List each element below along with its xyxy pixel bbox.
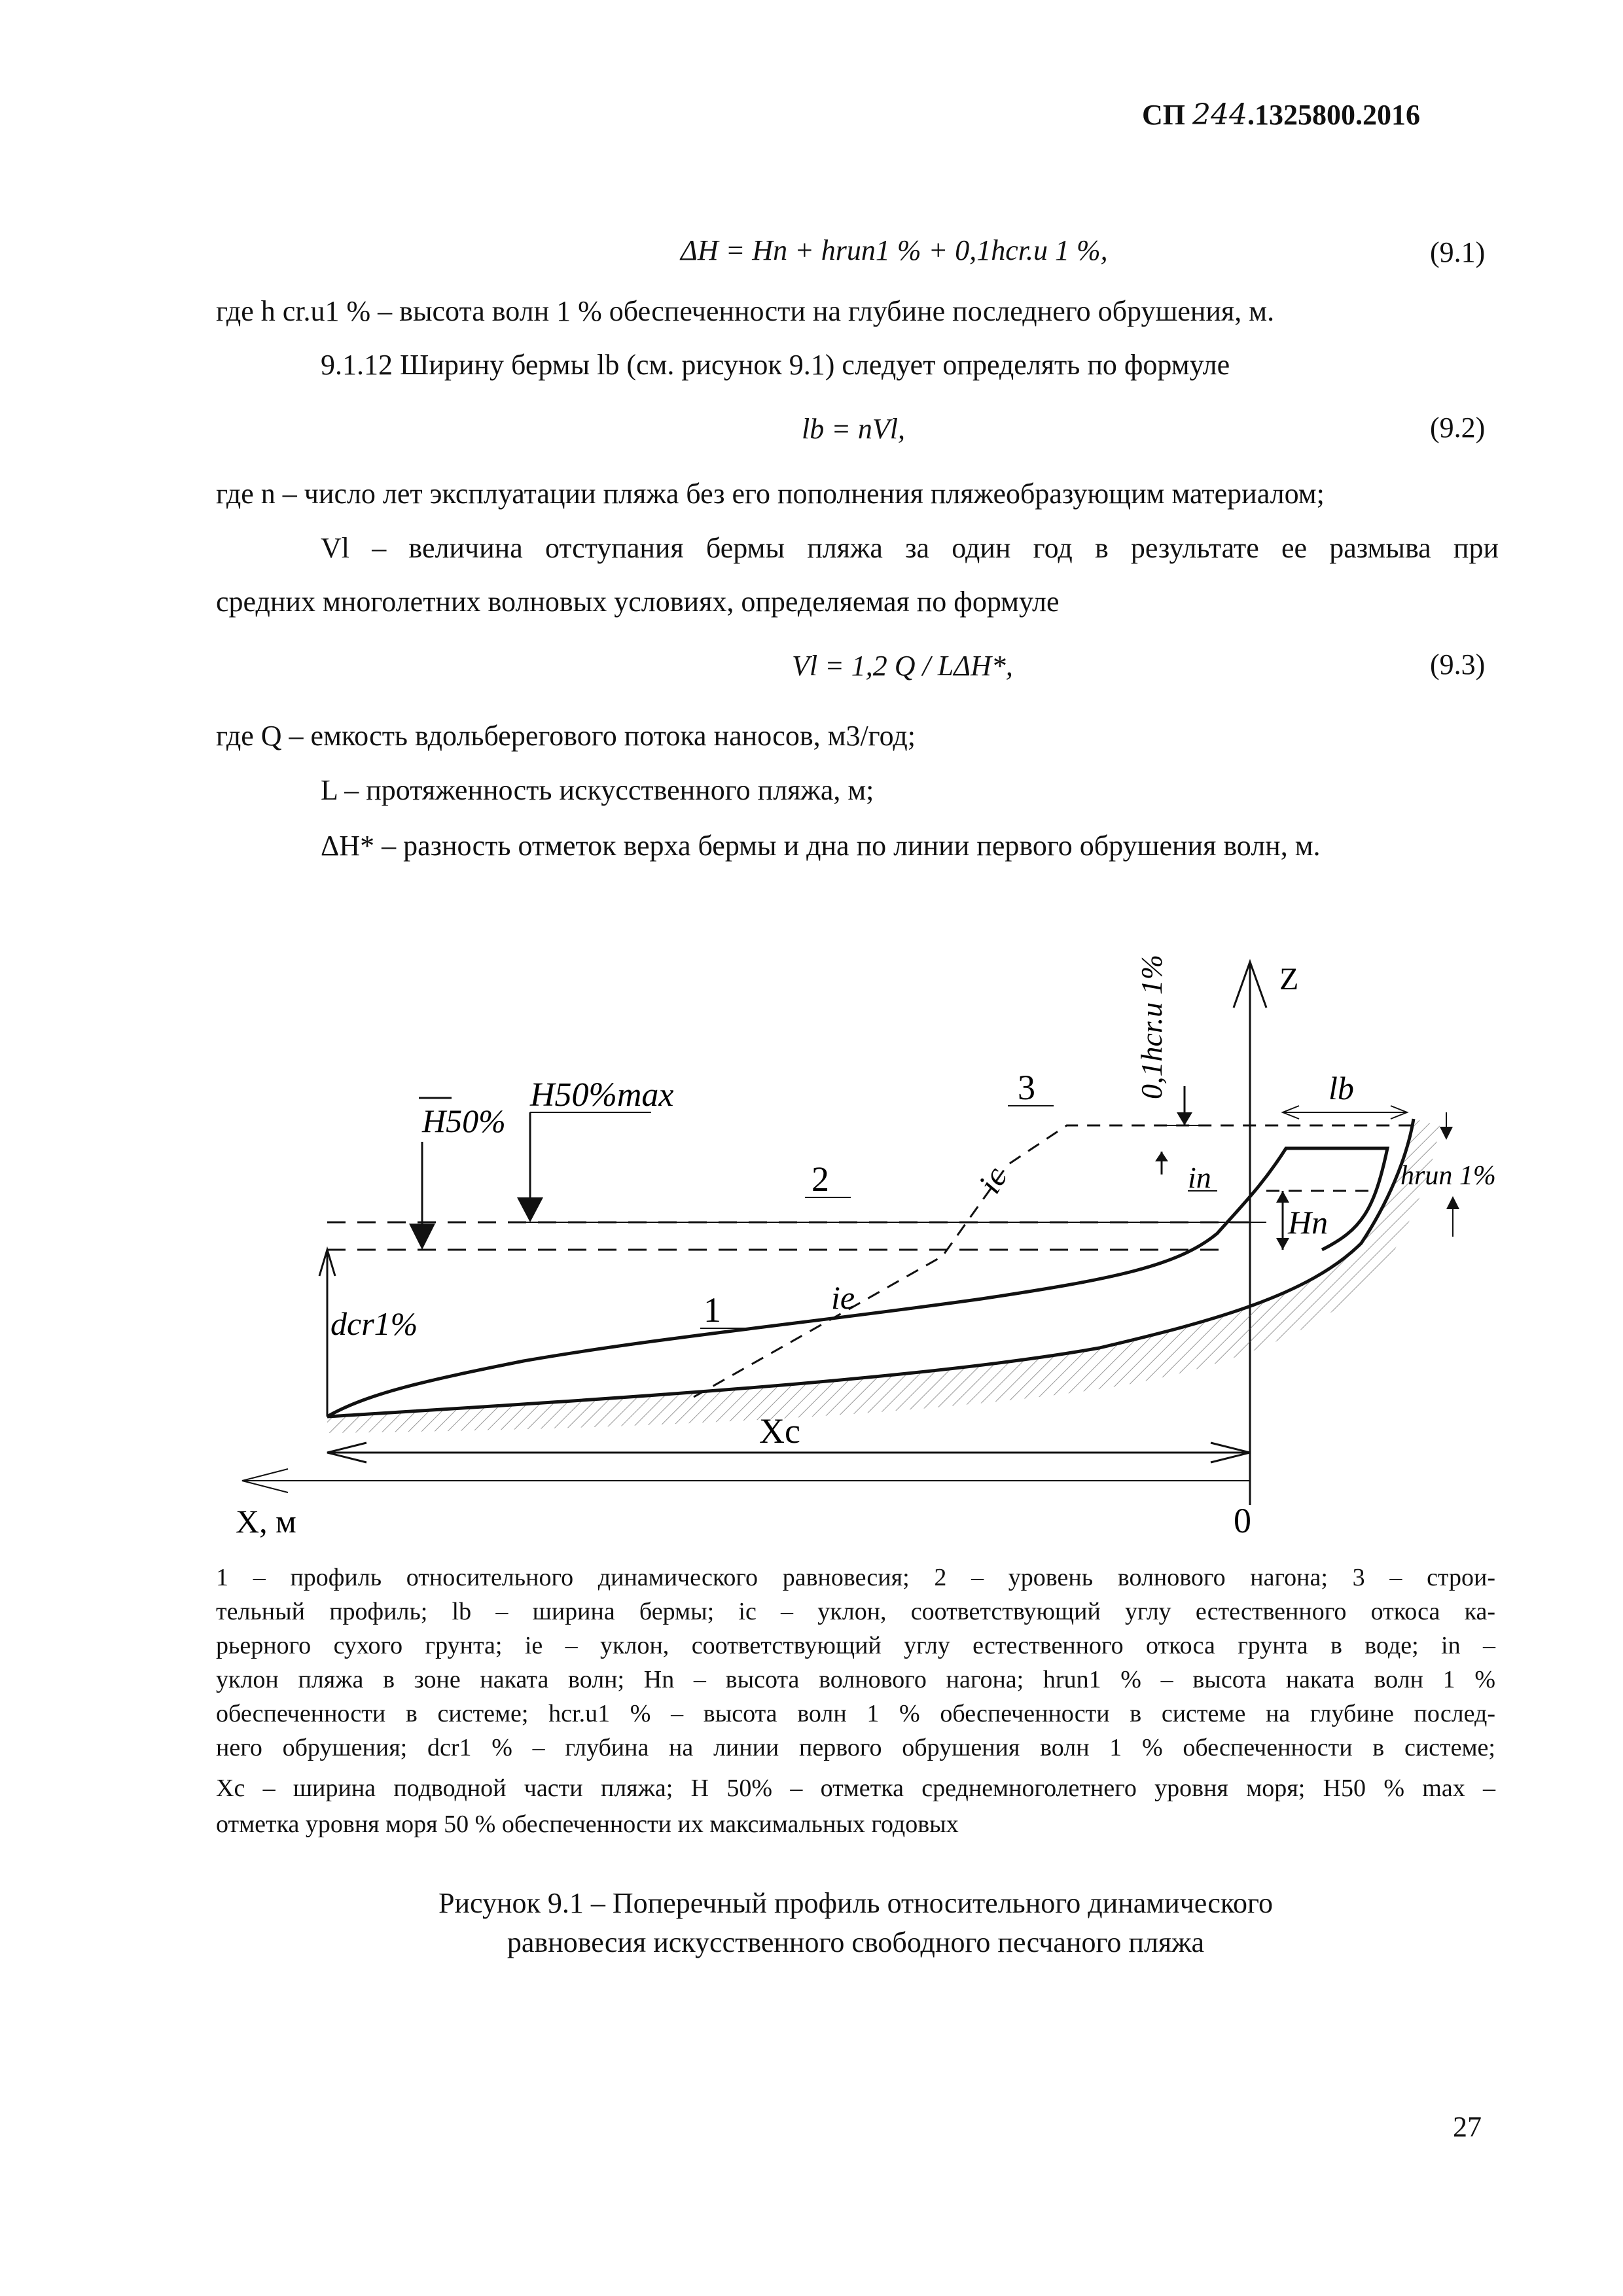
- lb-label: lb: [1329, 1070, 1354, 1106]
- beach-profile-figure: [0, 903, 1623, 1551]
- ie-label: ie: [831, 1279, 855, 1316]
- lb-dimension: [1283, 1106, 1407, 1119]
- caption-line-8: отметка уровня моря 50 % обеспеченности их максимальных годовых: [216, 1810, 959, 1838]
- in-label: in: [1188, 1161, 1211, 1194]
- where-q-line: где Q – емкость вдольберегового потока наносов, м3/год;: [216, 720, 916, 752]
- dcr-label: dcr1%: [330, 1305, 418, 1342]
- caption-line-5: обеспеченности в системе; hcr.u1 % – высота волн 1 % обеспеченности в системе на глубине послед-: [216, 1700, 1495, 1727]
- where-h-line: где h cr.u1 % – высота волн 1 % обеспеченности на глубине последнего обрушения, м.: [216, 295, 1275, 327]
- x-axis-arrow: [242, 1469, 1250, 1492]
- h50max-label: H50%max: [530, 1076, 674, 1114]
- label-1: 1: [704, 1290, 721, 1330]
- header-suffix: .1325800.2016: [1247, 99, 1420, 131]
- equation-9-1-number: (9.1): [1430, 236, 1486, 268]
- equation-9-2-number: (9.2): [1430, 412, 1486, 444]
- equation-9-1: ΔH = Hn + hrun1 % + 0,1hcr.u 1 %,: [681, 234, 1108, 266]
- 01h-label: 0,1hcr.u 1%: [1135, 954, 1168, 1099]
- page-number: 27: [1453, 2111, 1482, 2143]
- caption-line-3: рьерного сухого грунта; ie – уклон, соответствующий углу естественного откоса грунта в воде; in –: [216, 1632, 1495, 1659]
- vl-line-1: Vl – величина отступания бермы пляжа за один год в результате ее размыва при: [321, 532, 1499, 564]
- figure-title-line-1: Рисунок 9.1 – Поперечный профиль относительного динамического: [438, 1887, 1273, 1919]
- caption-line-4: уклон пляжа в зоне наката волн; Hn – высота волнового нагона; hrun1 % – высота наката волн 1 %: [216, 1666, 1495, 1693]
- h50max-marker: [517, 1112, 651, 1222]
- 01h-dimension: [1165, 1086, 1204, 1125]
- label-2: 2: [812, 1159, 829, 1199]
- equation-9-3-number: (9.3): [1430, 648, 1486, 680]
- hn-label: Hn: [1288, 1204, 1329, 1241]
- xc-label: Xc: [759, 1411, 800, 1451]
- ic-label: ic: [971, 1160, 1014, 1199]
- equilibrium-profile-1: [327, 1148, 1387, 1417]
- origin-label: 0: [1234, 1501, 1251, 1540]
- x-axis-label: X, м: [236, 1503, 296, 1540]
- vl-line-2: средних многолетних волновых условиях, определяемая по формуле: [216, 586, 1060, 618]
- header-prefix: СП: [1142, 99, 1185, 131]
- document-header: [1142, 98, 1420, 132]
- figure-title-line-2: равновесия искусственного свободного песчаного пляжа: [507, 1926, 1205, 1958]
- hrun-label: hrun 1%: [1400, 1161, 1496, 1191]
- equation-9-2: lb = nVl,: [802, 413, 906, 445]
- z-axis: [1234, 962, 1266, 1505]
- hn-dimension: [1276, 1191, 1289, 1250]
- delta-h-line: ΔH* – разность отметок верха бермы и дна по линии первого обрушения волн, м.: [321, 830, 1321, 862]
- caption-line-1: 1 – профиль относительного динамического равновесия; 2 – уровень волнового нагона; 3 – строи-: [216, 1564, 1495, 1591]
- h50-label: H50%: [422, 1103, 506, 1139]
- caption-line-7: Xc – ширина подводной части пляжа; H 50% – отметка среднемноголетнего уровня моря; H50 % max –: [216, 1775, 1495, 1802]
- header-hand-number: 244: [1192, 98, 1247, 132]
- where-n-line: где n – число лет эксплуатации пляжа без его пополнения пляжеобразующим материалом;: [216, 478, 1325, 510]
- paragraph-9-1-12: 9.1.12 Ширину бермы lb (см. рисунок 9.1) следует определять по формуле: [321, 349, 1230, 381]
- caption-line-6: него обрушения; dcr1 % – глубина на линии первого обрушения волн 1 % обеспеченности в системе;: [216, 1734, 1495, 1761]
- label-3: 3: [1018, 1068, 1035, 1107]
- equation-9-3: Vl = 1,2 Q / LΔH*,: [792, 650, 1013, 682]
- caption-line-2: тельный профиль; lb – ширина бермы; ic – уклон, соответствующий углу естественного откоса ка-: [216, 1598, 1495, 1625]
- z-axis-label: Z: [1279, 962, 1299, 997]
- l-line: L – протяженность искусственного пляжа, м;: [321, 774, 874, 806]
